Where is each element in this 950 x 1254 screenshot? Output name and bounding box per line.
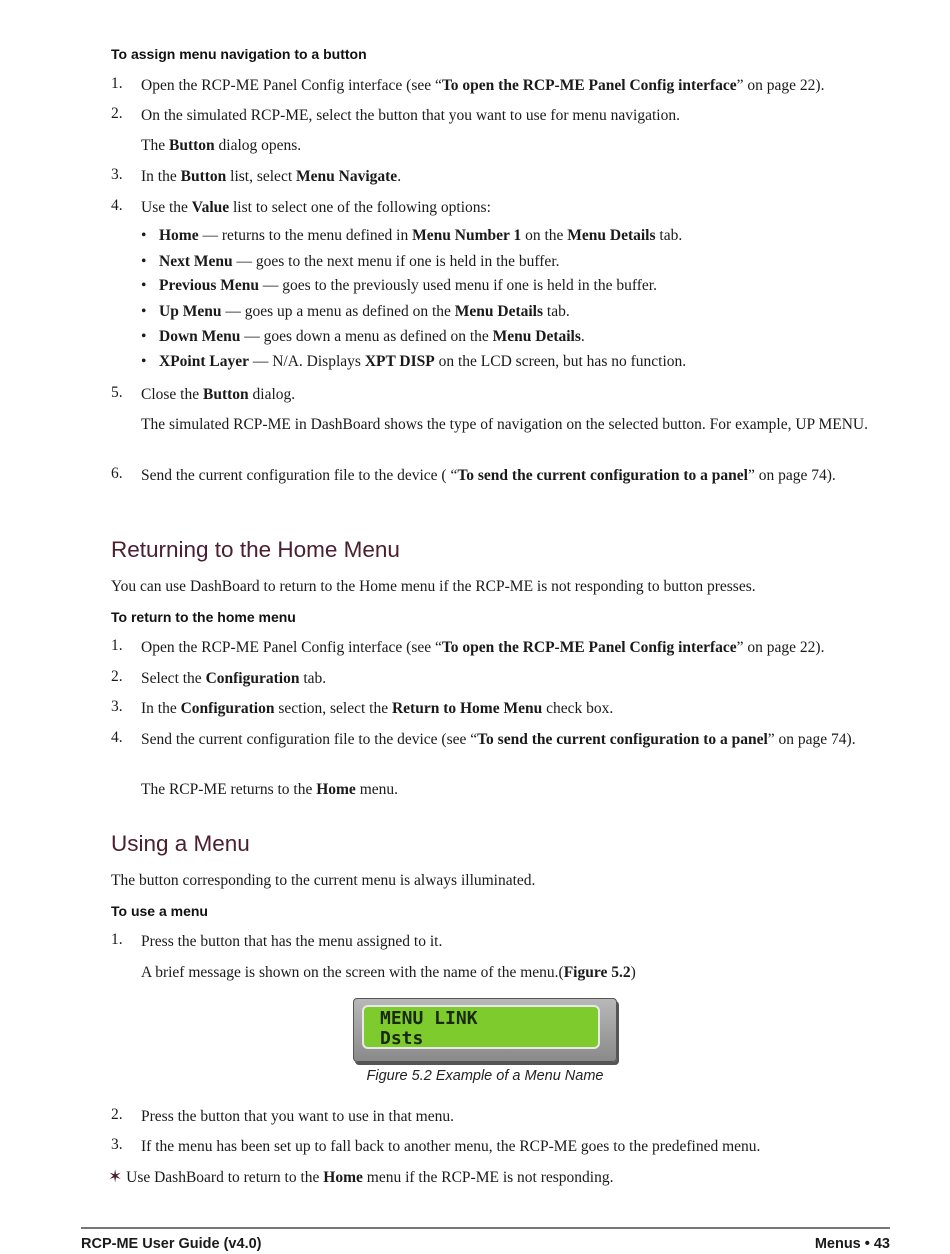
bullet-item: • Down Menu — goes down a menu as defined on the Menu Details. [141,328,585,345]
step-text: If the menu has been set up to fall back to another menu, the RCP-ME goes to the predefined menu. [141,1138,761,1155]
step-note: The simulated RCP-ME in DashBoard shows the type of navigation on the selected button. For example, UP MENU. [141,416,868,433]
star-icon: ✶ [108,1167,123,1186]
paragraph: The button corresponding to the current menu is always illuminated. [111,872,536,889]
bullet-item: • Previous Menu — goes to the previously used menu if one is held in the buffer. [141,277,657,294]
footer-rule [81,1227,890,1229]
step-number: 6. [111,465,123,482]
procedure-title: To use a menu [111,903,208,919]
step-text: Send the current configuration file to the device (see “To send the current configuration to a panel” on page 74). [141,731,856,748]
procedure-title: To return to the home menu [111,609,296,625]
step-number: 1. [111,637,123,654]
bullet-item: • Up Menu — goes up a menu as defined on the Menu Details tab. [141,303,570,320]
step-number: 5. [111,384,123,401]
step-number: 3. [111,698,123,715]
step-text: Open the RCP-ME Panel Config interface (see “To open the RCP-ME Panel Config interface” on page 22). [141,77,825,94]
step-text: On the simulated RCP-ME, select the button that you want to use for menu navigation. [141,107,680,124]
step-text: Press the button that has the menu assigned to it. [141,933,443,950]
figure-caption: Figure 5.2 Example of a Menu Name [366,1068,604,1084]
step-number: 3. [111,166,123,183]
lcd-line-2: Dsts [380,1028,424,1049]
step-number: 2. [111,668,123,685]
step-text: In the Button list, select Menu Navigate. [141,168,402,185]
step-note: The RCP-ME returns to the Home menu. [141,781,399,798]
lcd-display-figure [353,998,617,1062]
figure-reference[interactable]: Figure 5.2 [563,964,631,981]
step-text: In the Configuration section, select the Return to Home Menu check box. [141,700,614,717]
bullet-item: • Next Menu — goes to the next menu if one is held in the buffer. [141,253,560,270]
bullet-item: • Home — returns to the menu defined in Menu Number 1 on the Menu Details tab. [141,227,683,244]
paragraph: You can use DashBoard to return to the Home menu if the RCP-ME is not responding to button presses. [111,578,756,595]
step-text: Press the button that you want to use in that menu. [141,1108,454,1125]
lcd-screen [362,1005,600,1049]
cross-reference-link[interactable]: To send the current configuration to a panel [477,731,768,748]
bullet-item: • XPoint Layer — N/A. Displays XPT DISP on the LCD screen, but has no function. [141,353,687,370]
tip-note: ✶ Use DashBoard to return to the Home menu if the RCP-ME is not responding. [108,1167,614,1186]
step-text: Close the Button dialog. [141,386,296,403]
section-heading: Returning to the Home Menu [111,537,400,562]
cross-reference-link[interactable]: To open the RCP-ME Panel Config interface [441,639,737,656]
step-note: A brief message is shown on the screen with the name of the menu.(Figure 5.2) [141,964,636,981]
step-number: 1. [111,931,123,948]
step-number: 2. [111,1106,123,1123]
step-text: Use the Value list to select one of the following options: [141,199,491,216]
step-text: Select the Configuration tab. [141,670,327,687]
cross-reference-link[interactable]: To open the RCP-ME Panel Config interface [441,77,737,94]
lcd-line-1: MENU LINK [380,1008,478,1029]
footer-guide-title: RCP-ME User Guide (v4.0) [81,1236,262,1252]
step-number: 2. [111,105,123,122]
step-number: 4. [111,197,123,214]
step-number: 3. [111,1136,123,1153]
step-text: Send the current configuration file to the device ( “To send the current configuration to a panel” on page 74). [141,467,836,484]
section-heading: Using a Menu [111,831,250,856]
step-text: Open the RCP-ME Panel Config interface (see “To open the RCP-ME Panel Config interface” on page 22). [141,639,825,656]
procedure-title: To assign menu navigation to a button [111,46,367,62]
step-number: 1. [111,75,123,92]
footer-page-number: Menus • 43 [814,1236,890,1252]
cross-reference-link[interactable]: To send the current configuration to a panel [457,467,748,484]
step-number: 4. [111,729,123,746]
step-note: The Button dialog opens. [141,137,302,154]
